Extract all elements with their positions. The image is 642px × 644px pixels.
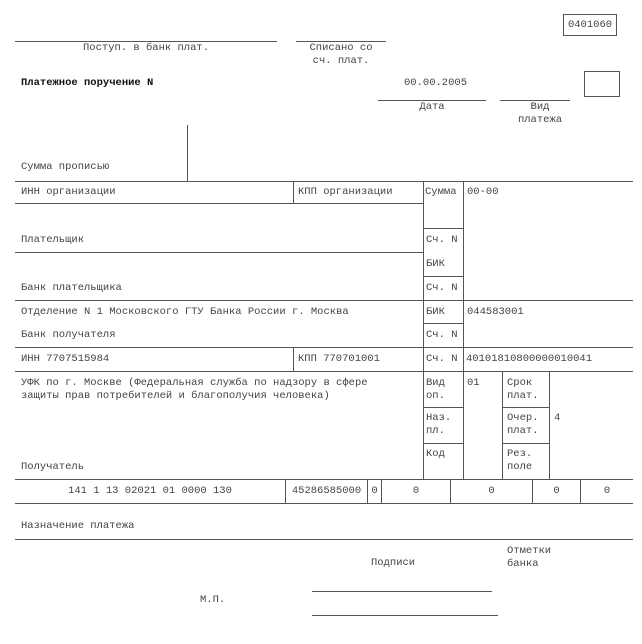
grid-line (15, 503, 633, 504)
grid-line (423, 276, 463, 277)
grid-line (423, 323, 463, 324)
signature-line-2[interactable] (312, 615, 498, 616)
sum-label: Сумма (425, 186, 457, 198)
okato-code[interactable]: 45286585000 (291, 485, 362, 497)
bank-marks-label: Отметки банка (507, 545, 552, 570)
received-label: Поступ. в банк плат. (82, 42, 210, 54)
grid-line (15, 252, 423, 253)
tax-period[interactable]: 0 (412, 485, 420, 497)
grid-line (463, 181, 464, 479)
payment-type-code[interactable]: 0 (603, 485, 611, 497)
payer-bik-label: БИК (426, 258, 445, 270)
date-label: Дата (419, 101, 445, 113)
grid-line (549, 371, 550, 479)
payee-bik-value[interactable]: 044583001 (467, 306, 524, 318)
grid-line (15, 203, 423, 204)
grid-line (502, 443, 549, 444)
grid-line (15, 347, 633, 348)
grid-line (15, 300, 633, 301)
grid-line (293, 181, 294, 203)
grid-line (15, 371, 633, 372)
doc-date[interactable]: 0 (553, 485, 560, 497)
grid-line (293, 347, 294, 371)
payee-bank-name: Отделение N 1 Московского ГТУ Банка России г. Москва (21, 306, 349, 318)
payer-kpp-label: КПП организации (298, 186, 393, 198)
payer-bank-label: Банк плательщика (21, 282, 122, 294)
form-code: 0401060 (567, 19, 613, 31)
grid-line (15, 479, 633, 480)
payee-bank-label: Банк получателя (21, 329, 116, 341)
tax-basis[interactable]: 0 (371, 485, 378, 497)
purpose-code-label: Наз. пл. (426, 412, 452, 437)
payer-account-label: Сч. N (426, 234, 458, 246)
stamp-label: М.П. (200, 594, 226, 606)
payee-kpp[interactable]: КПП 770701001 (298, 353, 380, 365)
payee-bik-label: БИК (426, 306, 445, 318)
payee-name[interactable]: УФК по г. Москве (Федеральная служба по надзору в сфере защиты прав потребителей и благополучия человека) (21, 377, 368, 402)
payment-kind-box[interactable] (584, 71, 620, 97)
grid-line (15, 181, 633, 182)
document-title: Платежное поручение N (21, 77, 154, 89)
amount-words-label: Сумма прописью (21, 161, 110, 173)
payee-label: Получатель (21, 461, 85, 473)
amount-words-divider (187, 125, 188, 181)
payee-bank-corr-label: Сч. N (426, 329, 458, 341)
doc-number[interactable]: 0 (488, 485, 495, 497)
grid-line (502, 407, 549, 408)
grid-line (423, 181, 424, 479)
due-label: Срок плат. (507, 377, 539, 402)
payee-account-label: Сч. N (426, 353, 458, 365)
grid-line (423, 443, 463, 444)
signatures-label: Подписи (371, 557, 416, 569)
debited-label: Списано со сч. плат. (309, 42, 373, 67)
op-type-value[interactable]: 01 (467, 377, 480, 389)
op-type-label: Вид оп. (426, 377, 445, 402)
grid-line (15, 539, 633, 540)
payee-inn[interactable]: ИНН 7707515984 (21, 353, 110, 365)
payer-corr-account-label: Сч. N (426, 282, 458, 294)
payment-type-label: Вид платежа (517, 101, 563, 126)
purpose-label: Назначение платежа (21, 520, 135, 532)
payee-account-value[interactable]: 40101810800000010041 (466, 353, 593, 365)
date-value: 00.00.2005 (403, 77, 467, 89)
priority-value[interactable]: 4 (554, 412, 561, 424)
code-label: Код (426, 448, 445, 460)
payer-inn-label: ИНН организации (21, 186, 116, 198)
kbk-code[interactable]: 141 1 13 02021 01 0000 130 (68, 485, 232, 497)
grid-line (502, 371, 503, 479)
payer-label: Плательщик (21, 234, 85, 246)
priority-label: Очер. плат. (507, 412, 539, 437)
sum-value[interactable]: 00-00 (467, 186, 499, 198)
reserve-label: Рез. поле (507, 448, 533, 473)
grid-line (423, 407, 463, 408)
grid-line (423, 228, 463, 229)
form-code-box (563, 14, 617, 36)
signature-line-1[interactable] (312, 591, 492, 592)
